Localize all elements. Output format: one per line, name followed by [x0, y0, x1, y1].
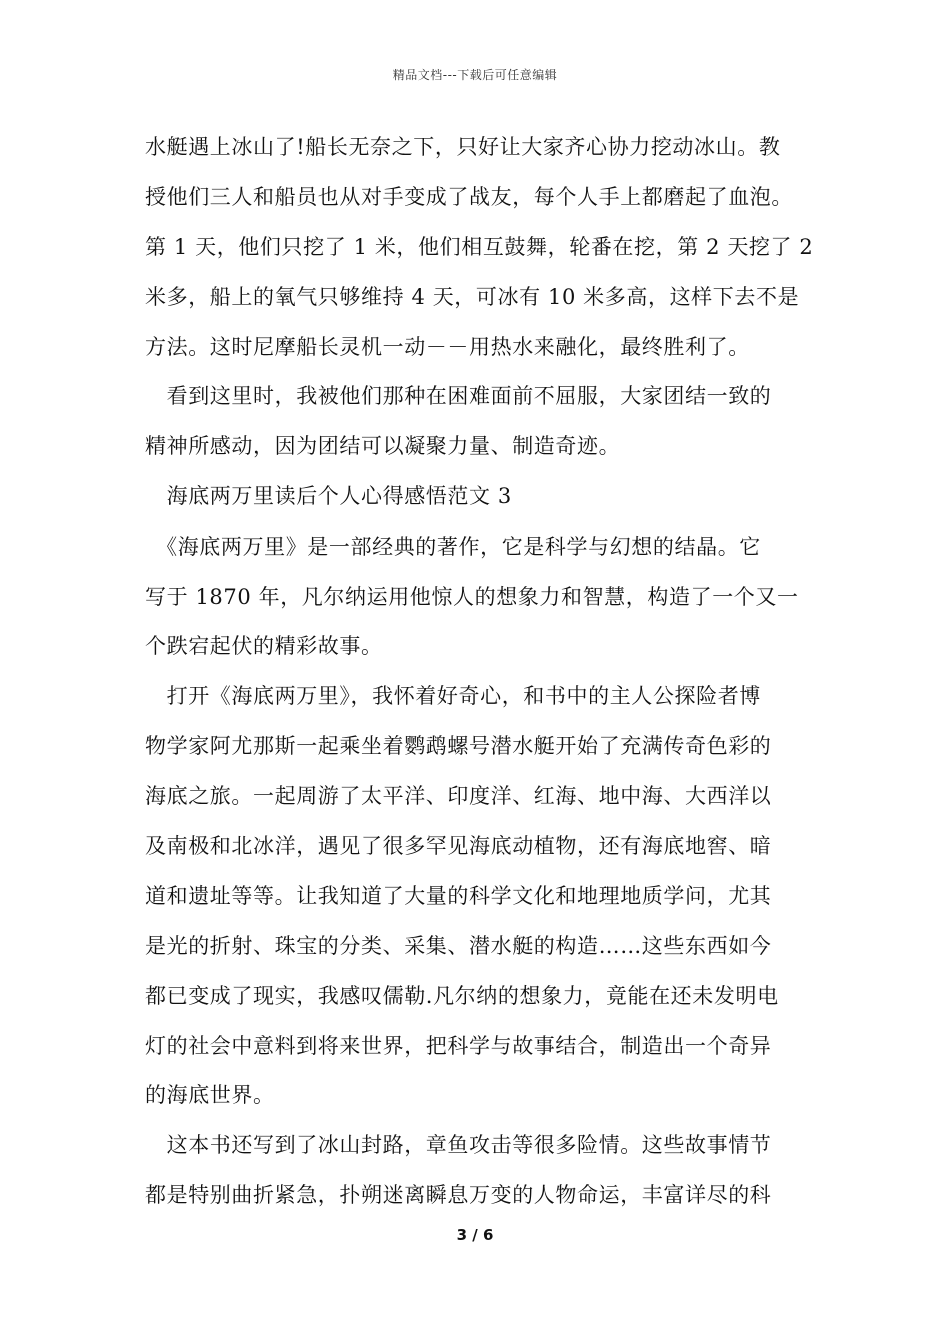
- text-line: 的海底世界。: [145, 1083, 275, 1107]
- text-line: 精神所感动，因为团结可以凝聚力量、制造奇迹。: [145, 434, 621, 458]
- text-line: 方法。这时尼摩船长灵机一动－－用热水来融化，最终胜利了。: [145, 335, 750, 359]
- page-header: 精品文档---下载后可任意编辑: [392, 68, 558, 82]
- page-number: 3 / 6: [456, 1226, 494, 1244]
- text-line: 第 1 天，他们只挖了 1 米，他们相互鼓舞，轮番在挖，第 2 天挖了 2: [145, 235, 814, 259]
- text-line: 这本书还写到了冰山封路，章鱼攻击等很多险情。这些故事情节: [145, 1133, 772, 1157]
- text-line: 写于 1870 年，凡尔纳运用他惊人的想象力和智慧，构造了一个又一: [145, 585, 799, 609]
- text-line: 看到这里时，我被他们那种在困难面前不屈服，大家团结一致的: [145, 384, 772, 408]
- text-line: 授他们三人和船员也从对手变成了战友，每个人手上都磨起了血泡。: [145, 185, 793, 209]
- text-line: 水艇遇上冰山了!船长无奈之下，只好让大家齐心协力挖动冰山。教: [145, 135, 781, 159]
- text-line: 米多，船上的氧气只够维持 4 天，可冰有 10 米多高，这样下去不是: [145, 285, 800, 309]
- text-line: 《海底两万里》是一部经典的著作，它是科学与幻想的结晶。它: [145, 535, 761, 559]
- text-line: 灯的社会中意料到将来世界，把科学与故事结合，制造出一个奇异: [145, 1034, 772, 1058]
- text-line: 道和遗址等等。让我知道了大量的科学文化和地理地质学问，尤其: [145, 884, 772, 908]
- text-line: 海底之旅。一起周游了太平洋、印度洋、红海、地中海、大西洋以: [145, 784, 772, 808]
- text-line: 都是特别曲折紧急，扑朔迷离瞬息万变的人物命运，丰富详尽的科: [145, 1183, 772, 1207]
- text-line: 物学家阿尤那斯一起乘坐着鹦鹉螺号潜水艇开始了充满传奇色彩的: [145, 734, 772, 758]
- text-line: 都已变成了现实，我感叹儒勒.凡尔纳的想象力，竟能在还未发明电: [145, 984, 779, 1008]
- text-line: 个跌宕起伏的精彩故事。: [145, 634, 383, 658]
- section-heading: 海底两万里读后个人心得感悟范文 3: [145, 484, 512, 508]
- text-line: 及南极和北冰洋，遇见了很多罕见海底动植物，还有海底地窖、暗: [145, 834, 772, 858]
- text-line: 是光的折射、珠宝的分类、采集、潜水艇的构造……这些东西如今: [145, 934, 772, 958]
- text-line: 打开《海底两万里》，我怀着好奇心，和书中的主人公探险者博: [145, 684, 761, 708]
